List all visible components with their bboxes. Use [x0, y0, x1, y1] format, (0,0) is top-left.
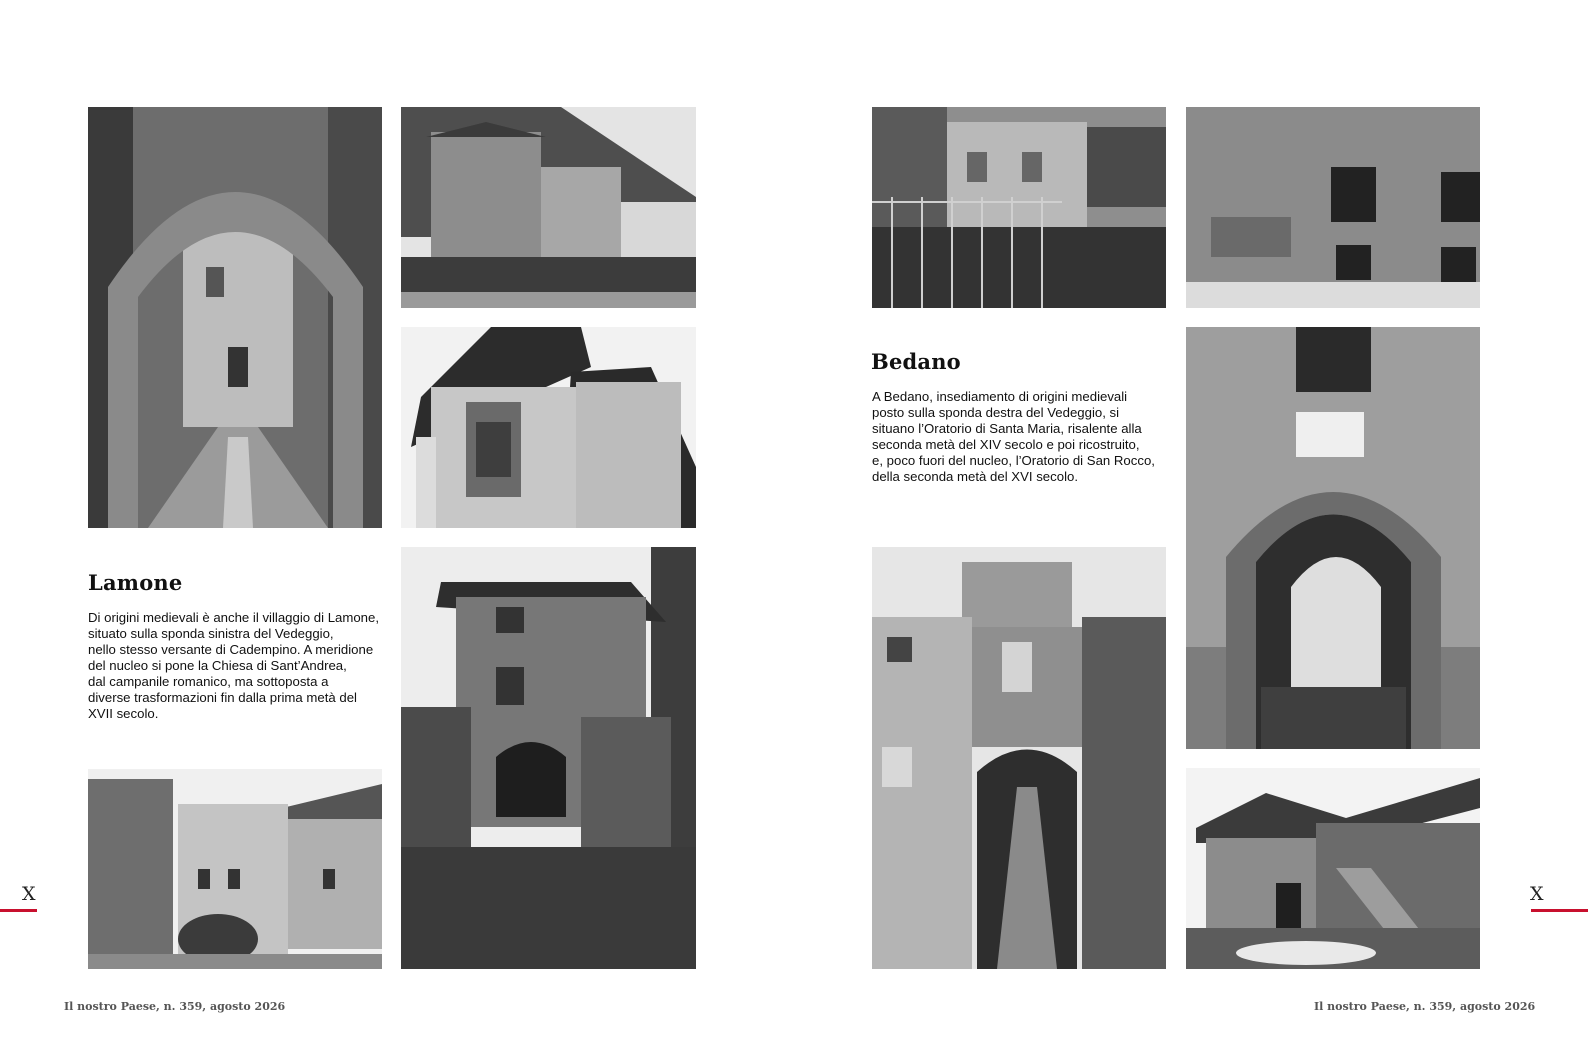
text-line: dal campanile romanico, ma sottoposta a: [88, 674, 329, 689]
text-line: situato sulla sponda sinistra del Vedeggio,: [88, 626, 334, 641]
page-marker-right: X: [1530, 883, 1544, 905]
photo-stone-tower-passage: [401, 547, 696, 969]
text-line: della seconda metà del XVI secolo.: [872, 469, 1078, 484]
photo-oratory-apse: [401, 327, 696, 528]
footer-left: Il nostro Paese, n. 359, agosto 2026: [64, 1000, 286, 1013]
photo-village-street: [401, 107, 696, 308]
text-line: nello stesso versante di Cadempino. A meridione: [88, 642, 374, 657]
photo-stone-wall-cat: [1186, 107, 1480, 308]
page-marker-left: X: [22, 883, 36, 905]
photo-narrow-passage: [872, 547, 1166, 969]
text-line: e, poco fuori del nucleo, l’Oratorio di San Rocco,: [872, 453, 1155, 468]
photo-rustic-barn: [1186, 768, 1480, 969]
heading-bedano: Bedano: [871, 349, 961, 374]
photo-house-iron-fence: [872, 107, 1166, 308]
text-line: A Bedano, insediamento di origini medievali: [872, 389, 1128, 404]
text-line: XVII secolo.: [88, 706, 159, 721]
text-line: posto sulla sponda destra del Vedeggio, si: [872, 405, 1120, 420]
footer-right: Il nostro Paese, n. 359, agosto 2026: [1314, 1000, 1536, 1013]
photo-arched-gateway: [1186, 327, 1480, 749]
photo-stone-arch-alley: [88, 107, 382, 528]
photo-lamone-houses: [88, 769, 382, 969]
accent-line-left: [0, 909, 37, 912]
text-line: diverse trasformazioni fin dalla prima metà del: [88, 690, 357, 705]
body-text-bedano: [872, 389, 1155, 485]
text-line: situano l’Oratorio di Santa Maria, risalente alla: [872, 421, 1142, 436]
heading-lamone: Lamone: [88, 570, 183, 595]
text-line: seconda metà del XIV secolo e poi ricostruito,: [872, 437, 1140, 452]
text-line: Di origini medievali è anche il villaggio di Lamone,: [88, 610, 380, 625]
accent-line-right: [1531, 909, 1588, 912]
body-text-lamone: [88, 610, 379, 722]
text-line: del nucleo si pone la Chiesa di Sant’Andrea,: [88, 658, 347, 673]
